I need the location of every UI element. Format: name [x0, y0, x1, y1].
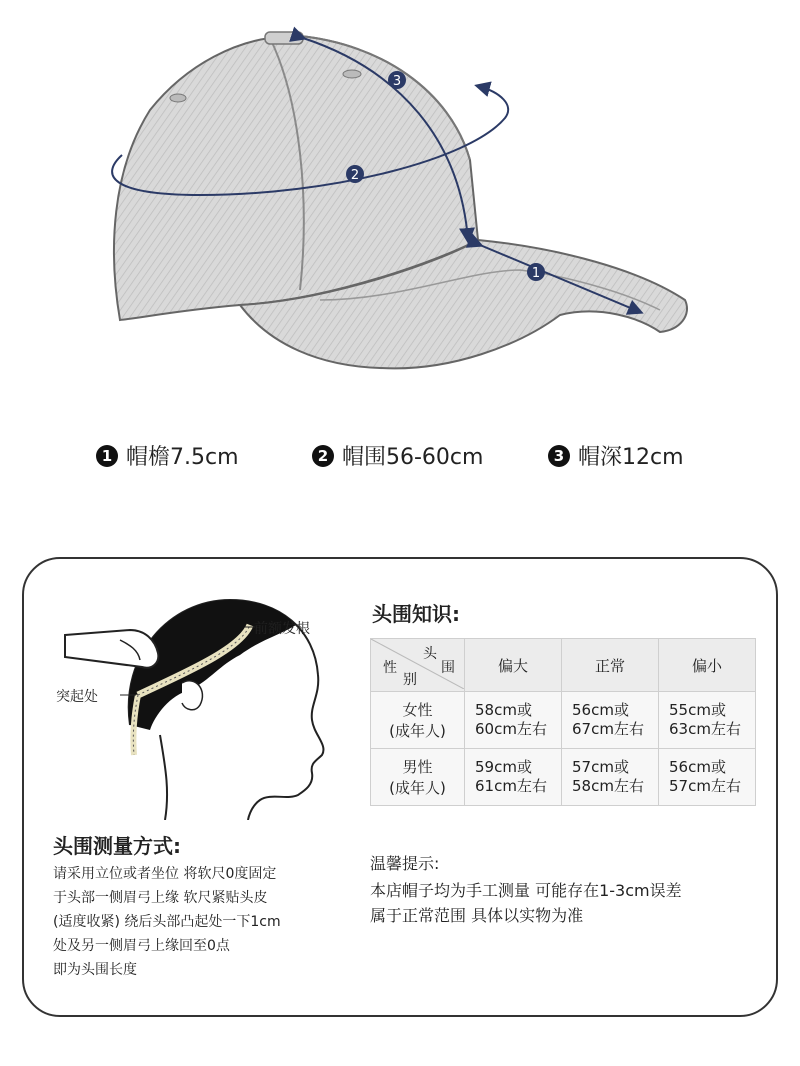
table-corner-cell: [371, 639, 465, 692]
method-line: 即为头围长度: [53, 962, 137, 978]
marker-3: [388, 71, 406, 89]
method-line: 于头部一侧眉弓上缘 软尺紧贴头皮: [53, 890, 268, 906]
column-header: 正常: [562, 639, 659, 692]
legend-label: 帽围56-60cm: [342, 445, 484, 470]
cell-line: 61cm左右: [475, 777, 547, 795]
cell-line: 57cm左右: [669, 777, 741, 795]
svg-text:1: 1: [531, 266, 541, 281]
corner-left: 性: [383, 660, 397, 676]
column-header: 偏大: [465, 639, 562, 692]
corner-right: 围: [441, 660, 455, 676]
table-cell: [659, 692, 756, 749]
method-text: [53, 862, 343, 982]
row-label-line: (成年人): [389, 722, 446, 740]
cell-line: 63cm左右: [669, 720, 741, 738]
cell-line: 59cm或: [475, 758, 532, 776]
legend-label: 帽檐7.5cm: [126, 445, 239, 470]
cell-line: 57cm或: [572, 758, 629, 776]
tips-title: 温馨提示:: [370, 854, 440, 873]
svg-text:2: 2: [350, 168, 360, 183]
marker-1: [527, 263, 545, 281]
legend-number: 2: [312, 445, 334, 467]
legend-depth: [548, 440, 684, 471]
legend-brim: [96, 440, 239, 471]
table-row: [371, 749, 756, 806]
table-cell: [465, 749, 562, 806]
svg-text:3: 3: [392, 74, 402, 89]
row-label-line: 男性: [402, 758, 433, 776]
label-forehead: 前额发根: [254, 621, 310, 637]
tips-line: 属于正常范围 具体以实物为准: [370, 906, 584, 925]
marker-2: [346, 165, 364, 183]
table-cell: [465, 692, 562, 749]
cell-line: 56cm或: [572, 701, 629, 719]
knowledge-title: 头围知识:: [372, 602, 460, 626]
tips-line: 本店帽子均为手工测量 可能存在1-3cm误差: [370, 881, 682, 900]
tips-text: [370, 878, 682, 928]
row-label-line: (成年人): [389, 779, 446, 797]
table-cell: [562, 749, 659, 806]
method-line: 请采用立位或者坐位 将软尺0度固定: [53, 866, 277, 882]
cell-line: 60cm左右: [475, 720, 547, 738]
cell-line: 58cm或: [475, 701, 532, 719]
legend-number: 3: [548, 445, 570, 467]
legend-number: 1: [96, 445, 118, 467]
column-header: 偏小: [659, 639, 756, 692]
corner-bottom: 别: [403, 672, 417, 688]
method-line: 处及另一侧眉弓上缘回至0点: [53, 938, 230, 954]
row-label: [371, 692, 465, 749]
cell-line: 56cm或: [669, 758, 726, 776]
row-label: [371, 749, 465, 806]
row-label-line: 女性: [402, 701, 433, 719]
table-row: [371, 692, 756, 749]
table-cell: [659, 749, 756, 806]
table-header-row: [371, 639, 756, 692]
label-bump: 突起处: [56, 689, 98, 705]
table-cell: [562, 692, 659, 749]
corner-top: 头: [423, 646, 437, 662]
method-title: 头围测量方式:: [53, 834, 181, 858]
cap-illustration: [95, 20, 705, 390]
head-size-table: [370, 638, 756, 806]
method-line: (适度收紧) 绕后头部凸起处一下1cm: [53, 914, 281, 930]
legend-circumference: [312, 440, 483, 471]
cell-line: 67cm左右: [572, 720, 644, 738]
cell-line: 58cm左右: [572, 777, 644, 795]
cell-line: 55cm或: [669, 701, 726, 719]
legend-label: 帽深12cm: [578, 445, 684, 470]
